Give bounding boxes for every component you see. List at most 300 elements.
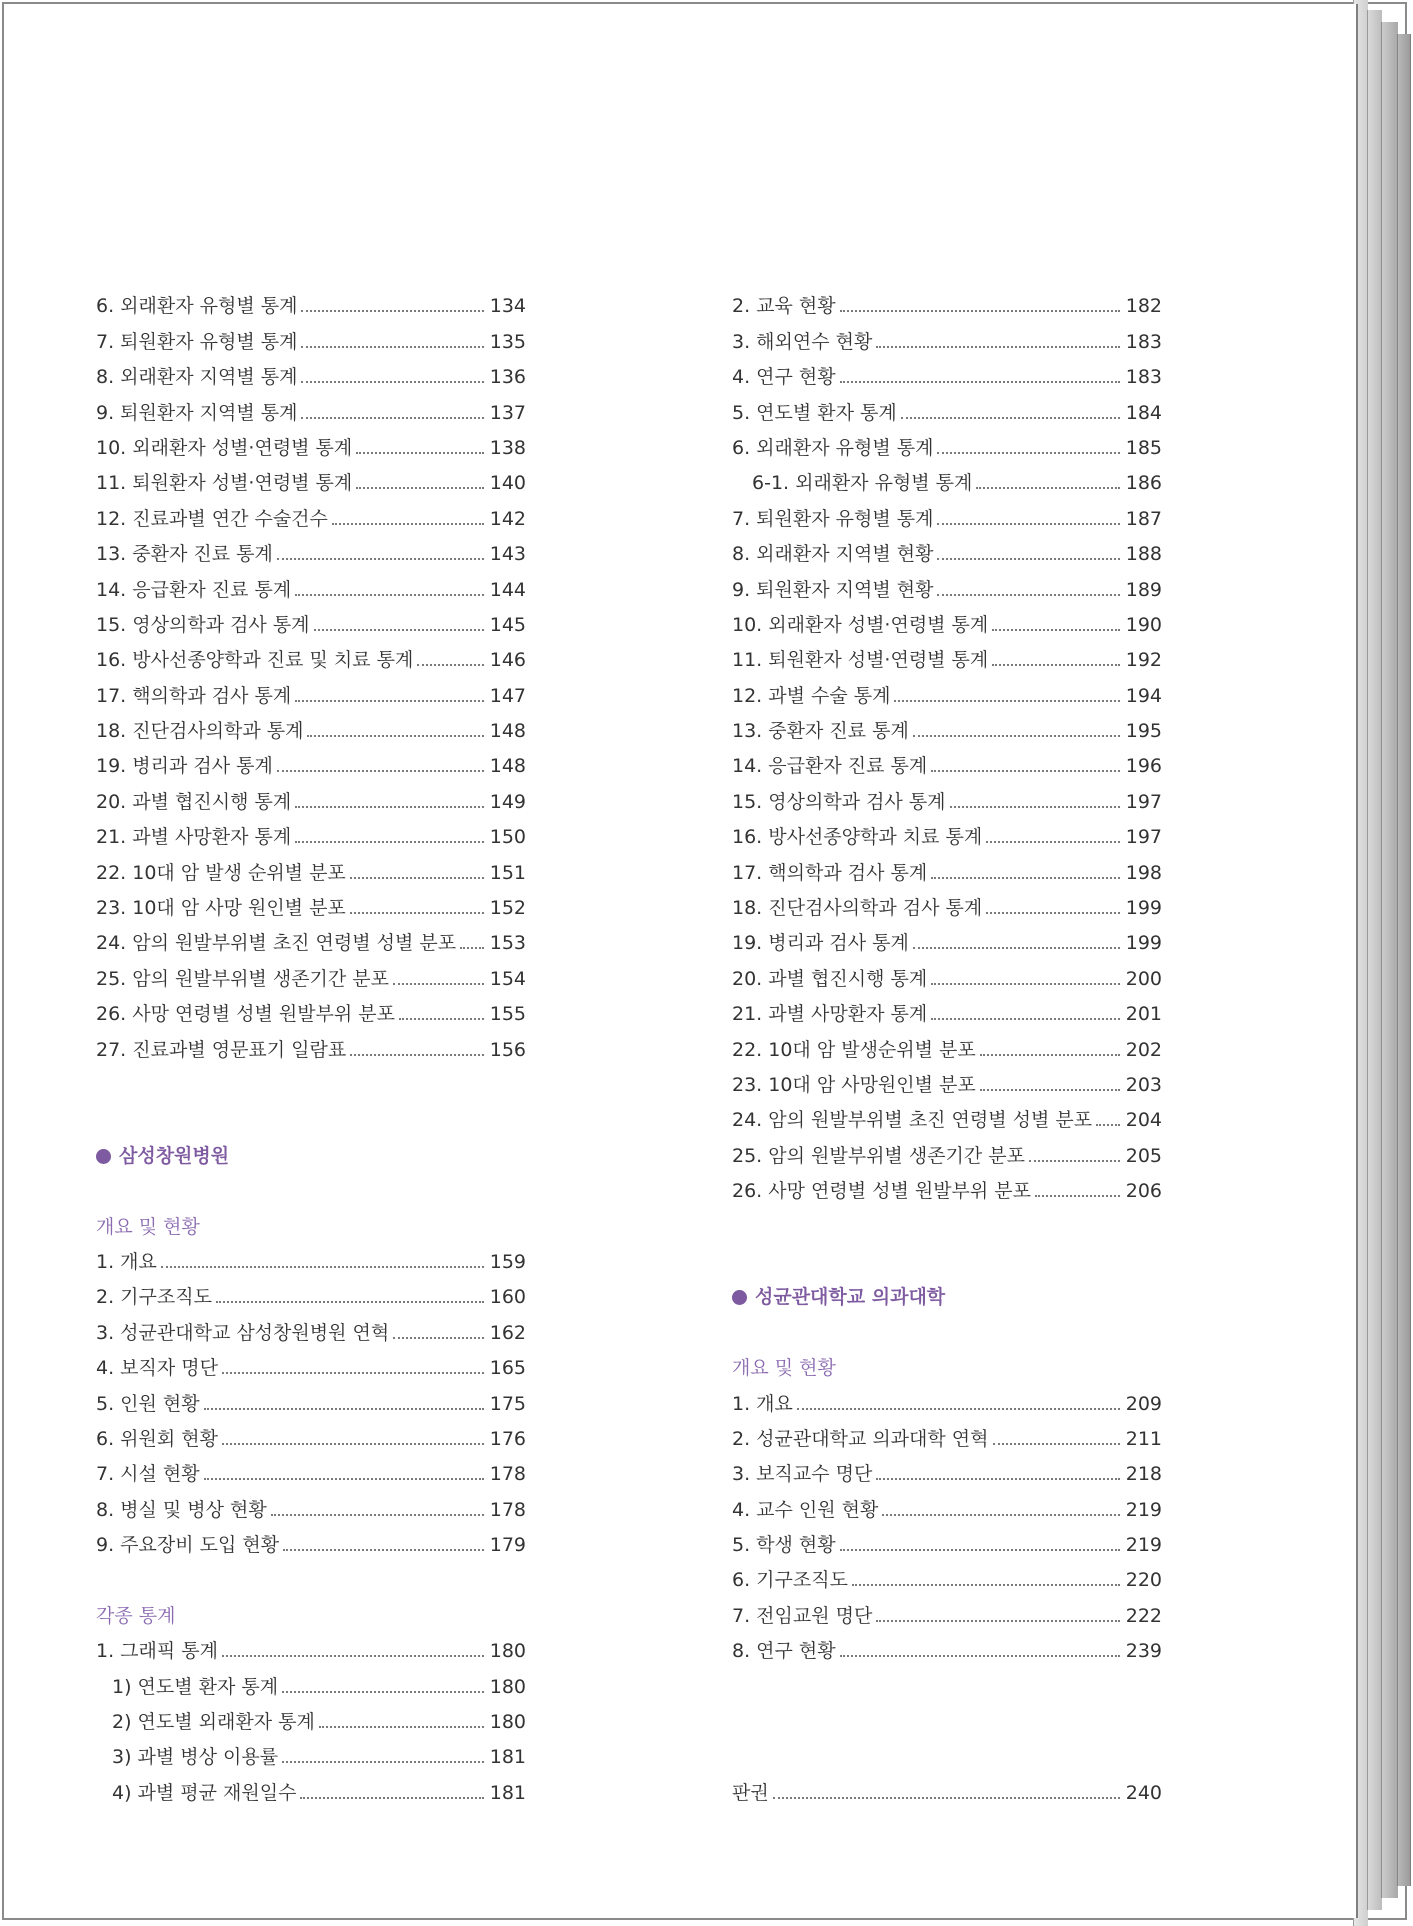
toc-entry[interactable] (96, 601, 526, 636)
toc-entry[interactable] (96, 742, 526, 777)
toc-entry-page: 155 (489, 1003, 526, 1026)
dot-leader (986, 841, 1120, 843)
dot-leader (931, 1018, 1120, 1020)
toc-entry[interactable] (96, 1344, 526, 1379)
toc-entry[interactable] (96, 530, 526, 565)
toc-entry[interactable] (732, 459, 1162, 494)
toc-entry-page: 239 (1125, 1640, 1162, 1663)
dot-leader (271, 1514, 484, 1516)
toc-entry[interactable] (732, 813, 1162, 848)
toc-entry[interactable] (96, 1768, 526, 1803)
toc-entry[interactable] (732, 1061, 1162, 1096)
toc-entry-title: 19. 병리과 검사 통계 (96, 755, 273, 778)
dot-leader (356, 487, 483, 489)
toc-entry-page: 200 (1125, 967, 1162, 990)
toc-entry[interactable] (96, 1662, 526, 1697)
toc-entry-page: 184 (1125, 401, 1162, 424)
dot-leader (314, 629, 484, 631)
toc-entry[interactable] (732, 353, 1162, 388)
toc-list (96, 1627, 526, 1804)
toc-entry[interactable] (732, 636, 1162, 671)
toc-entry-title: 6. 기구조직도 (732, 1569, 848, 1592)
toc-entry-page: 206 (1125, 1180, 1162, 1203)
dot-leader (161, 1266, 484, 1268)
toc-entry[interactable] (96, 353, 526, 388)
toc-entry[interactable] (732, 424, 1162, 459)
toc-entry[interactable] (732, 1379, 1162, 1414)
toc-entry-title: 2) 연도별 외래환자 통계 (112, 1711, 315, 1734)
toc-entry[interactable] (96, 282, 526, 317)
toc-entry[interactable] (96, 1627, 526, 1662)
toc-entry-title: 25. 암의 원발부위별 생존기간 분포 (96, 967, 389, 990)
toc-entry-page: 192 (1125, 649, 1162, 672)
toc-entry[interactable] (732, 707, 1162, 742)
toc-entry-title: 1. 개요 (732, 1392, 793, 1415)
toc-entry[interactable] (732, 601, 1162, 636)
toc-entry-title: 11. 퇴원환자 성별·연령별 통계 (732, 649, 989, 672)
toc-entry[interactable] (732, 742, 1162, 777)
toc-entry-page: 202 (1125, 1038, 1162, 1061)
section-heading (732, 1273, 1162, 1308)
toc-entry-page: 196 (1125, 755, 1162, 778)
toc-entry-page: 144 (489, 578, 526, 601)
toc-entry-title: 7. 전임교원 명단 (732, 1604, 873, 1627)
toc-entry-page: 151 (489, 861, 526, 884)
toc-entry-title: 8. 연구 현황 (732, 1640, 836, 1663)
toc-entry-title: 25. 암의 원발부위별 생존기간 분포 (732, 1144, 1025, 1167)
dot-leader (980, 1089, 1120, 1091)
dot-leader (882, 1514, 1119, 1516)
dot-leader (300, 1797, 483, 1799)
toc-entry-page: 218 (1125, 1463, 1162, 1486)
toc-entry-page: 219 (1125, 1498, 1162, 1521)
page-edge (1397, 34, 1411, 1886)
toc-entry[interactable] (96, 990, 526, 1025)
dot-leader (301, 417, 483, 419)
toc-entry-page: 197 (1125, 790, 1162, 813)
dot-leader (222, 1443, 484, 1445)
toc-entry[interactable] (732, 954, 1162, 989)
toc-entry-page: 162 (489, 1321, 526, 1344)
toc-entry-title: 2. 기구조직도 (96, 1286, 212, 1309)
toc-entry-title: 20. 과별 협진시행 통계 (732, 967, 928, 990)
page-edge (1367, 10, 1382, 1910)
toc-entry[interactable] (96, 1308, 526, 1343)
dot-leader (840, 1549, 1120, 1551)
toc-entry-title: 24. 암의 원발부위별 초진 연령별 성별 분포 (96, 932, 457, 955)
toc-entry-title: 3. 성균관대학교 삼성창원병원 연혁 (96, 1321, 390, 1344)
dot-leader (937, 452, 1119, 454)
toc-entry-page: 143 (489, 543, 526, 566)
dot-leader (937, 523, 1119, 525)
toc-entry-title: 22. 10대 암 발생 순위별 분포 (96, 861, 346, 884)
toc-entry-page: 148 (489, 755, 526, 778)
dot-leader (876, 1478, 1119, 1480)
dot-leader (301, 381, 483, 383)
toc-entry[interactable] (732, 494, 1162, 529)
toc-entry-page: 185 (1125, 436, 1162, 459)
toc-entry[interactable] (96, 777, 526, 812)
toc-entry-page: 199 (1125, 932, 1162, 955)
toc-left-column (96, 282, 526, 1804)
dot-leader (204, 1408, 484, 1410)
toc-entry-title: 7. 퇴원환자 유형별 통계 (732, 507, 934, 530)
dot-leader (393, 1337, 484, 1339)
toc-entry-page: 181 (489, 1781, 526, 1804)
toc-entry[interactable] (96, 424, 526, 459)
dot-leader (204, 1478, 484, 1480)
dot-leader (894, 700, 1119, 702)
dot-leader (460, 947, 484, 949)
toc-entry[interactable] (732, 317, 1162, 352)
dot-leader (931, 877, 1120, 879)
toc-entry[interactable] (732, 990, 1162, 1025)
toc-entry-page: 197 (1125, 826, 1162, 849)
dot-leader (1029, 1160, 1120, 1162)
toc-entry[interactable] (732, 530, 1162, 565)
toc-entry-page: 201 (1125, 1003, 1162, 1026)
toc-entry-title: 5. 인원 현황 (96, 1392, 200, 1415)
dot-leader (282, 1761, 484, 1763)
page-stack-edge (1353, 0, 1413, 1926)
toc-entry[interactable] (96, 1025, 526, 1060)
dot-leader (876, 1620, 1119, 1622)
dot-leader (931, 983, 1120, 985)
toc-entry[interactable] (732, 1591, 1162, 1626)
toc-entry[interactable] (96, 1698, 526, 1733)
bullet-icon (732, 1290, 747, 1305)
toc-entry-page: 156 (489, 1038, 526, 1061)
toc-entry-page: 219 (1125, 1534, 1162, 1557)
toc-entry[interactable] (732, 1025, 1162, 1060)
toc-entry-page: 186 (1125, 472, 1162, 495)
toc-entry[interactable] (732, 1131, 1162, 1166)
toc-entry-page: 190 (1125, 613, 1162, 636)
toc-entry[interactable] (96, 848, 526, 883)
dot-leader (950, 806, 1120, 808)
dot-leader (399, 1018, 484, 1020)
dot-leader (937, 558, 1119, 560)
toc-entry-title: 10. 외래환자 성별·연령별 통계 (96, 436, 353, 459)
toc-entry-title: 9. 퇴원환자 지역별 현황 (732, 578, 934, 601)
toc-entry[interactable] (96, 1273, 526, 1308)
toc-entry-page: 135 (489, 330, 526, 353)
toc-entry[interactable] (96, 1521, 526, 1556)
dot-leader (295, 700, 484, 702)
dot-leader (301, 310, 483, 312)
toc-entry-page: 160 (489, 1286, 526, 1309)
toc-entry-page: 220 (1125, 1569, 1162, 1592)
toc-entry-title: 10. 외래환자 성별·연령별 통계 (732, 613, 989, 636)
dot-leader (976, 487, 1119, 489)
toc-entry-title: 23. 10대 암 사망 원인별 분포 (96, 897, 346, 920)
toc-entry[interactable] (732, 1450, 1162, 1485)
toc-entry-title: 12. 과별 수술 통계 (732, 684, 891, 707)
toc-entry-title: 5. 연도별 환자 통계 (732, 401, 897, 424)
toc-entry-page: 183 (1125, 366, 1162, 389)
toc-entry[interactable] (96, 1238, 526, 1273)
toc-entry[interactable] (96, 671, 526, 706)
toc-entry-page: 159 (489, 1250, 526, 1273)
toc-entry-page: 205 (1125, 1144, 1162, 1167)
dot-leader (840, 381, 1120, 383)
toc-entry-page: 137 (489, 401, 526, 424)
toc-entry-page: 134 (489, 295, 526, 318)
toc-entry-title: 16. 방사선종양학과 치료 통계 (732, 826, 983, 849)
toc-entry-title: 2. 성균관대학교 의과대학 연혁 (732, 1427, 989, 1450)
bullet-icon (96, 1149, 111, 1164)
toc-entry-title: 20. 과별 협진시행 통계 (96, 790, 292, 813)
toc-entry-page: 175 (489, 1392, 526, 1415)
toc-entry-title: 21. 과별 사망환자 통계 (96, 826, 292, 849)
toc-entry[interactable] (732, 1627, 1162, 1662)
toc-entry-page: 178 (489, 1463, 526, 1486)
toc-entry-page: 176 (489, 1427, 526, 1450)
toc-entry-page: 188 (1125, 543, 1162, 566)
toc-entry[interactable] (96, 459, 526, 494)
section-heading (96, 1131, 526, 1166)
toc-entry-title: 18. 진단검사의학과 검사 통계 (732, 897, 983, 920)
toc-entry-page: 180 (489, 1640, 526, 1663)
dot-leader (901, 417, 1120, 419)
toc-entry[interactable] (96, 317, 526, 352)
toc-entry-title: 27. 진료과별 영문표기 일람표 (96, 1038, 347, 1061)
dot-leader (350, 912, 484, 914)
dot-leader (301, 346, 483, 348)
toc-entry-page: 183 (1125, 330, 1162, 353)
subsection-heading: 각종 통계 (96, 1604, 176, 1627)
toc-entry[interactable] (96, 494, 526, 529)
toc-entry-page: 178 (489, 1498, 526, 1521)
dot-leader (307, 735, 483, 737)
dot-leader (356, 452, 483, 454)
dot-leader (937, 594, 1119, 596)
toc-entry-title: 19. 병리과 검사 통계 (732, 932, 909, 955)
toc-entry-page: 154 (489, 967, 526, 990)
subsection-heading: 개요 및 현황 (732, 1357, 836, 1380)
toc-entry-title: 14. 응급환자 진료 통계 (732, 755, 928, 778)
toc-entry-title: 21. 과별 사망환자 통계 (732, 1003, 928, 1026)
dot-leader (797, 1408, 1120, 1410)
dot-leader (840, 1655, 1120, 1657)
toc-entry[interactable] (96, 1733, 526, 1768)
dot-leader (931, 770, 1120, 772)
dot-leader (277, 558, 484, 560)
toc-entry-title: 3. 보직교수 명단 (732, 1463, 873, 1486)
toc-entry-title: 6-1. 외래환자 유형별 통계 (752, 472, 973, 495)
toc-entry[interactable] (96, 1379, 526, 1414)
toc-entry-title: 4. 교수 인원 현황 (732, 1498, 879, 1521)
toc-entry-page: 145 (489, 613, 526, 636)
toc-list (96, 1238, 526, 1557)
toc-entry-page: 203 (1125, 1073, 1162, 1096)
toc-entry-page: 211 (1125, 1427, 1162, 1450)
toc-entry-page: 189 (1125, 578, 1162, 601)
toc-right-column (732, 282, 1162, 1804)
toc-entry-title: 13. 중환자 진료 통계 (96, 543, 273, 566)
toc-entry-title: 4. 연구 현황 (732, 366, 836, 389)
toc-entry-page: 222 (1125, 1604, 1162, 1627)
dot-leader (216, 1301, 484, 1303)
toc-entry-page: 138 (489, 436, 526, 459)
dot-leader (993, 1443, 1120, 1445)
toc-entry-title: 7. 퇴원환자 유형별 통계 (96, 330, 298, 353)
dot-leader (913, 947, 1120, 949)
toc-entry[interactable] (96, 707, 526, 742)
toc-entry-page: 142 (489, 507, 526, 530)
toc-entry[interactable] (732, 1415, 1162, 1450)
toc-entry-title: 12. 진료과별 연간 수술건수 (96, 507, 328, 530)
section-title: 삼성창원병원 (119, 1144, 230, 1167)
page-edge (1381, 22, 1398, 1898)
toc-entry-title: 판권 (732, 1781, 769, 1804)
toc-entry[interactable] (96, 565, 526, 600)
toc-entry-page: 204 (1125, 1109, 1162, 1132)
dot-leader (852, 1584, 1120, 1586)
toc-entry-title: 11. 퇴원환자 성별·연령별 통계 (96, 472, 353, 495)
toc-entry[interactable] (96, 884, 526, 919)
toc-entry-title: 9. 퇴원환자 지역별 통계 (96, 401, 298, 424)
toc-entry-page: 182 (1125, 295, 1162, 318)
toc-entry-page: 180 (489, 1675, 526, 1698)
dot-leader (876, 346, 1119, 348)
toc-entry-title: 23. 10대 암 사망원인별 분포 (732, 1073, 976, 1096)
toc-entry-title: 4) 과별 평균 재원일수 (112, 1781, 297, 1804)
toc-entry-title: 15. 영상의학과 검사 통계 (732, 790, 946, 813)
toc-entry-page: 136 (489, 366, 526, 389)
toc-entry[interactable] (96, 1415, 526, 1450)
toc-entry[interactable] (96, 388, 526, 423)
toc-entry-title: 15. 영상의학과 검사 통계 (96, 613, 310, 636)
toc-entry-title: 2. 교육 현황 (732, 295, 836, 318)
toc-entry-page: 146 (489, 649, 526, 672)
dot-leader (992, 664, 1119, 666)
toc-entry-colophon[interactable] (732, 1768, 1162, 1803)
dot-leader (1035, 1195, 1120, 1197)
dot-leader (393, 983, 484, 985)
dot-leader (295, 806, 484, 808)
toc-entry-title: 1. 그래픽 통계 (96, 1640, 218, 1663)
toc-entry-page: 148 (489, 720, 526, 743)
toc-entry-title: 6. 외래환자 유형별 통계 (96, 295, 298, 318)
toc-entry-page: 240 (1125, 1781, 1162, 1804)
subsection-heading: 개요 및 현황 (96, 1215, 200, 1238)
toc-entry[interactable] (732, 388, 1162, 423)
toc-entry[interactable] (96, 1450, 526, 1485)
toc-entry-title: 1. 개요 (96, 1250, 157, 1273)
dot-leader (295, 841, 484, 843)
toc-entry-page: 199 (1125, 897, 1162, 920)
toc-entry-title: 5. 학생 현황 (732, 1534, 836, 1557)
toc-entry-title: 8. 병실 및 병상 현황 (96, 1498, 267, 1521)
dot-leader (350, 877, 484, 879)
toc-entry-page: 187 (1125, 507, 1162, 530)
dot-leader (1096, 1124, 1120, 1126)
toc-entry[interactable] (732, 1556, 1162, 1591)
toc-entry[interactable] (732, 565, 1162, 600)
toc-entry[interactable] (732, 1521, 1162, 1556)
toc-entry-title: 22. 10대 암 발생순위별 분포 (732, 1038, 976, 1061)
toc-entry-title: 13. 중환자 진료 통계 (732, 720, 909, 743)
toc-entry[interactable] (732, 671, 1162, 706)
toc-entry-title: 6. 외래환자 유형별 통계 (732, 436, 934, 459)
toc-entry[interactable] (96, 813, 526, 848)
section-title: 성균관대학교 의과대학 (755, 1286, 946, 1309)
dot-leader (319, 1726, 484, 1728)
dot-leader (350, 1054, 484, 1056)
toc-entry-title: 16. 방사선종양학과 진료 및 치료 통계 (96, 649, 414, 672)
toc-entry-page: 150 (489, 826, 526, 849)
toc-entry[interactable] (732, 777, 1162, 812)
toc-entry-title: 17. 핵의학과 검사 통계 (732, 861, 928, 884)
toc-entry-page: 181 (489, 1746, 526, 1769)
toc-entry-title: 8. 외래환자 지역별 통계 (96, 366, 298, 389)
toc-entry-title: 26. 사망 연령별 성별 원발부위 분포 (96, 1003, 396, 1026)
toc-entry-page: 153 (489, 932, 526, 955)
toc-entry-title: 1) 연도별 환자 통계 (112, 1675, 279, 1698)
toc-list (732, 282, 1162, 1202)
dot-leader (913, 735, 1120, 737)
dot-leader (295, 594, 484, 596)
dot-leader (332, 523, 484, 525)
toc-list (96, 282, 526, 1061)
toc-entry[interactable] (732, 1167, 1162, 1202)
toc-entry-title: 14. 응급환자 진료 통계 (96, 578, 292, 601)
toc-entry-title: 26. 사망 연령별 성별 원발부위 분포 (732, 1180, 1032, 1203)
dot-leader (222, 1372, 484, 1374)
toc-entry-page: 198 (1125, 861, 1162, 884)
dot-leader (992, 629, 1119, 631)
toc-entry[interactable] (732, 282, 1162, 317)
toc-entry-page: 147 (489, 684, 526, 707)
toc-entry-page: 209 (1125, 1392, 1162, 1415)
toc-entry-page: 140 (489, 472, 526, 495)
toc-entry-title: 8. 외래환자 지역별 현황 (732, 543, 934, 566)
toc-entry-page: 180 (489, 1711, 526, 1734)
dot-leader (986, 912, 1120, 914)
dot-leader (417, 664, 483, 666)
dot-leader (980, 1054, 1120, 1056)
toc-entry-page: 152 (489, 897, 526, 920)
toc-entry[interactable] (96, 919, 526, 954)
dot-leader (282, 1691, 484, 1693)
dot-leader (840, 310, 1120, 312)
toc-entry[interactable] (732, 919, 1162, 954)
toc-entry-title: 24. 암의 원발부위별 초진 연령별 성별 분포 (732, 1109, 1093, 1132)
toc-entry-page: 179 (489, 1534, 526, 1557)
toc-entry[interactable] (96, 636, 526, 671)
toc-entry[interactable] (96, 1485, 526, 1520)
toc-entry[interactable] (96, 954, 526, 989)
toc-entry-title: 3) 과별 병상 이용률 (112, 1746, 279, 1769)
toc-entry-title: 9. 주요장비 도입 현황 (96, 1534, 280, 1557)
dot-leader (773, 1797, 1120, 1799)
toc-entry[interactable] (732, 884, 1162, 919)
toc-entry[interactable] (732, 848, 1162, 883)
toc-entry-title: 17. 핵의학과 검사 통계 (96, 684, 292, 707)
toc-list (732, 1379, 1162, 1662)
toc-entry-page: 194 (1125, 684, 1162, 707)
toc-entry[interactable] (732, 1485, 1162, 1520)
toc-entry-title: 18. 진단검사의학과 통계 (96, 720, 304, 743)
toc-entry-title: 4. 보직자 명단 (96, 1357, 218, 1380)
toc-entry-title: 7. 시설 현황 (96, 1463, 200, 1486)
toc-entry[interactable] (732, 1096, 1162, 1131)
dot-leader (277, 770, 484, 772)
toc-entry-page: 149 (489, 790, 526, 813)
toc-entry-page: 195 (1125, 720, 1162, 743)
dot-leader (283, 1549, 484, 1551)
